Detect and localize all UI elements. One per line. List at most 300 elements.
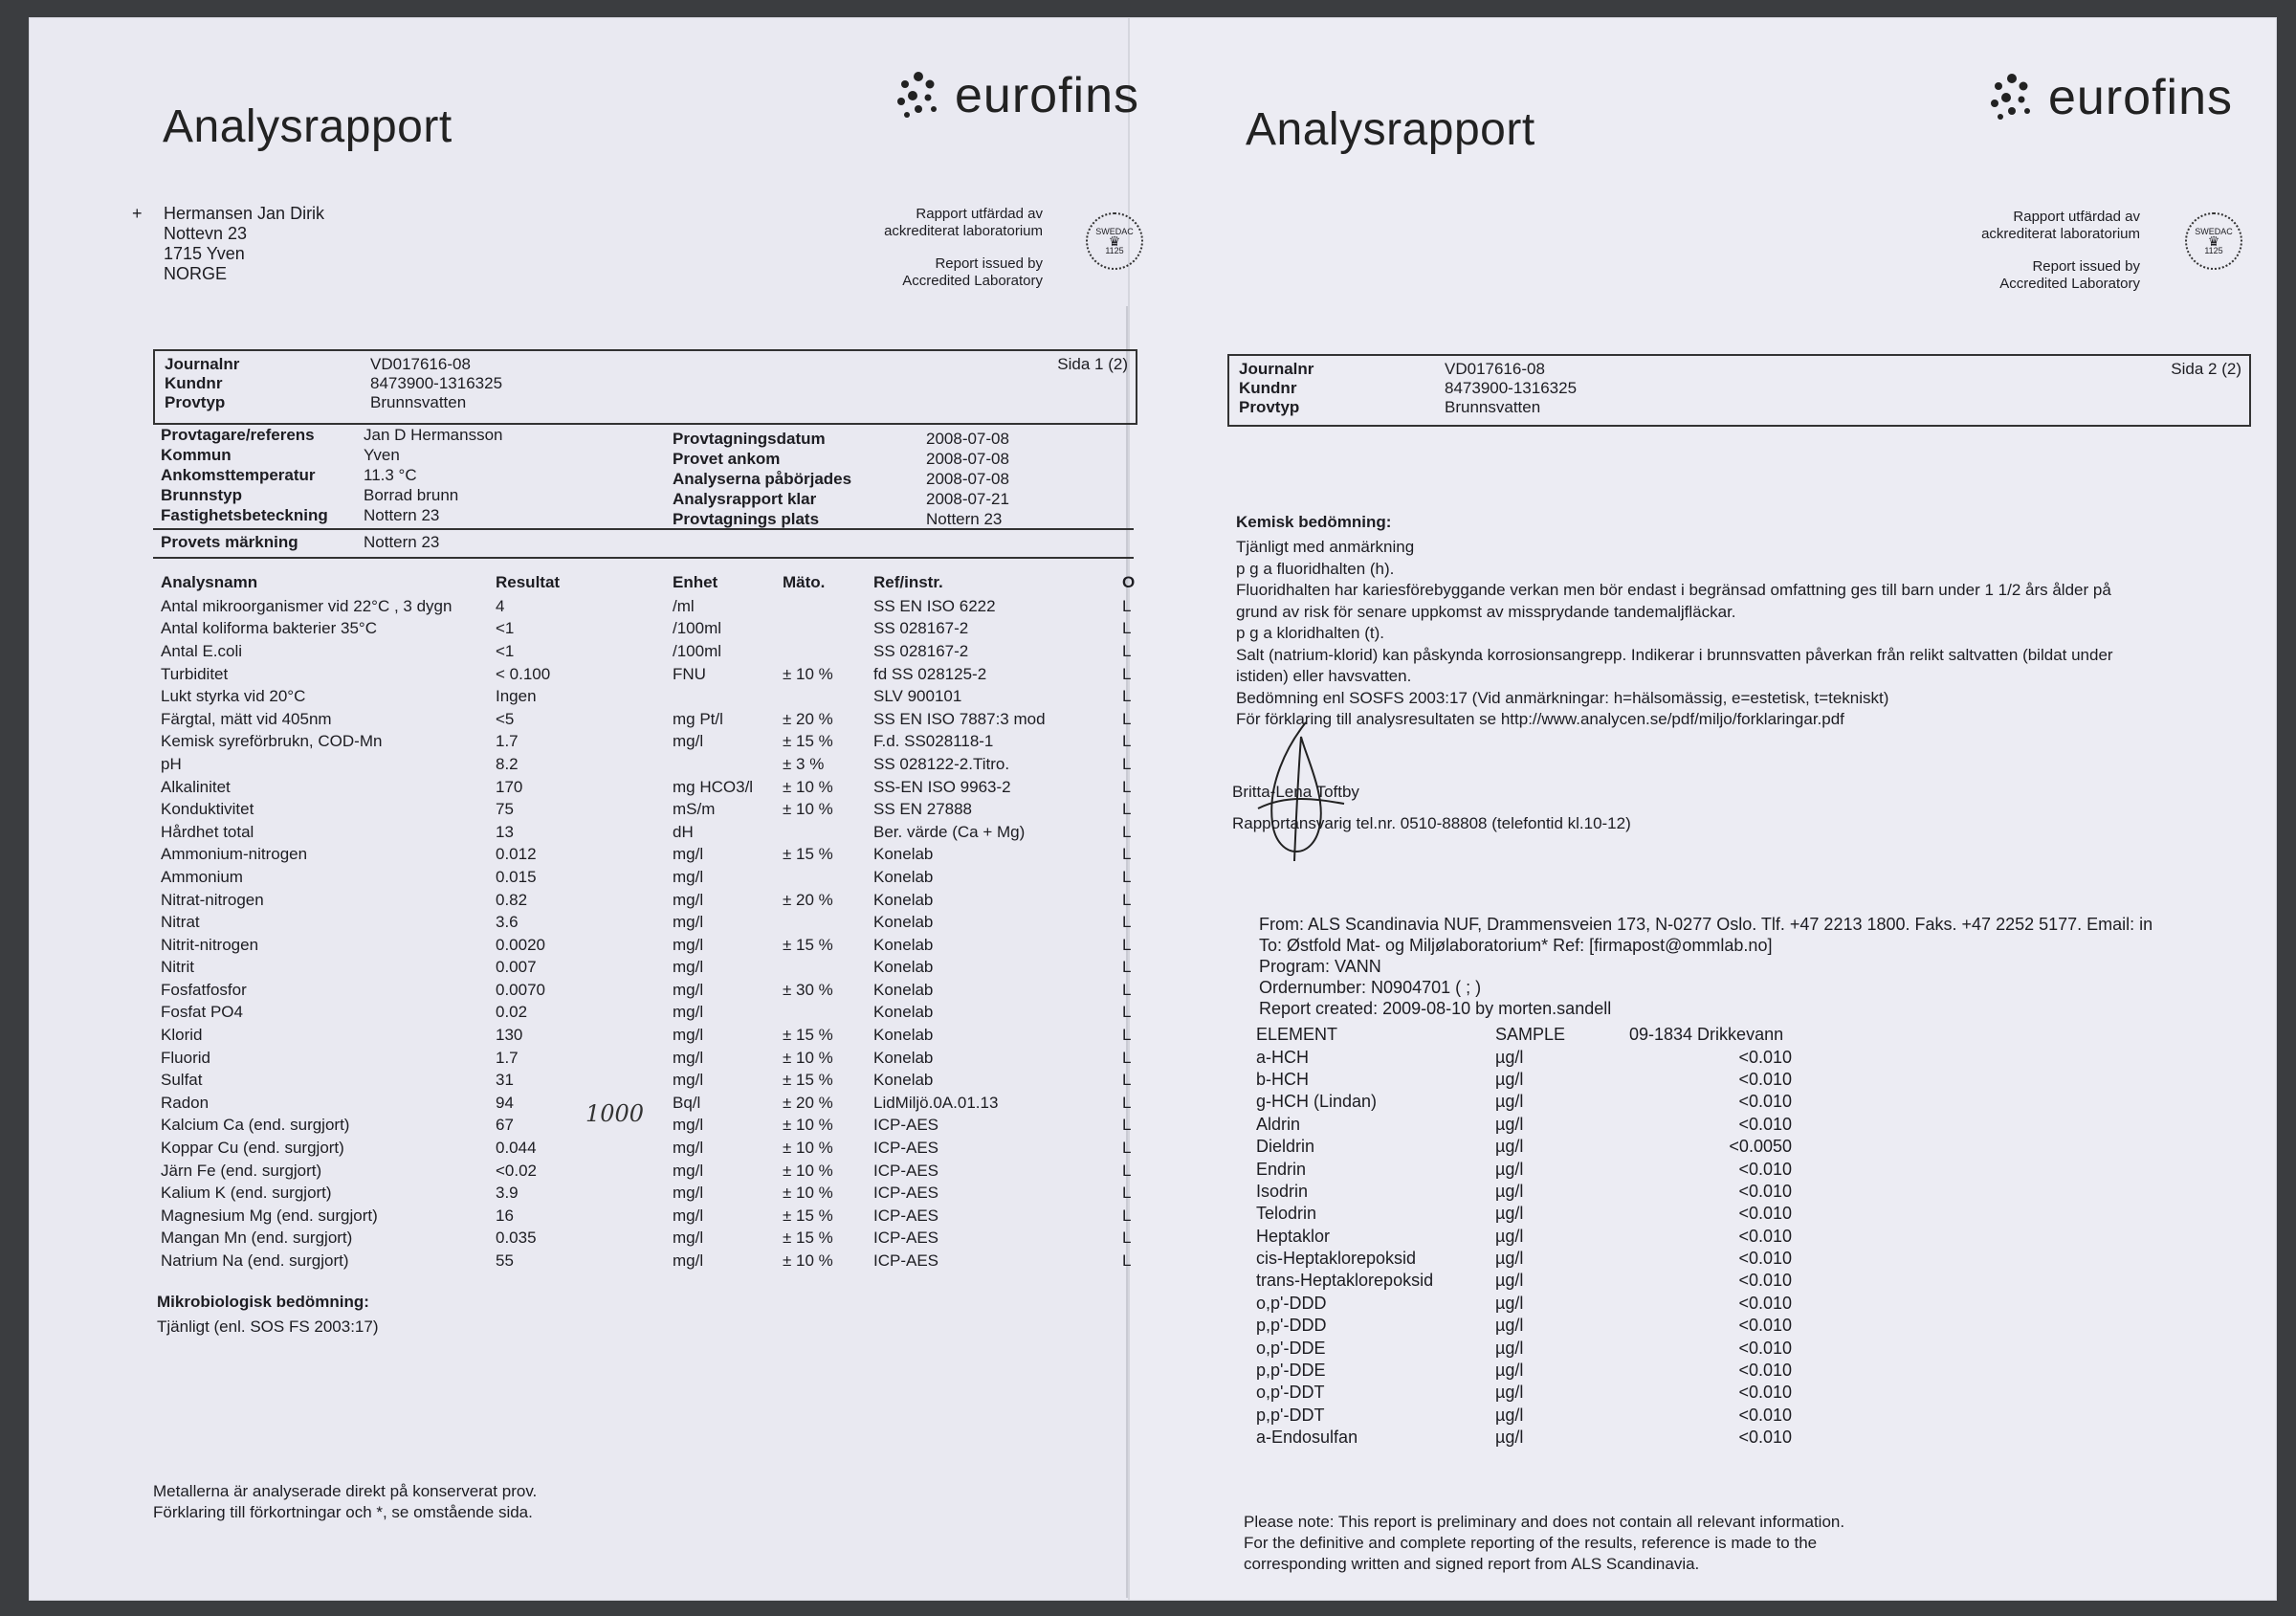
unit: µg/l [1495, 1249, 1524, 1269]
result-value: <0.02 [496, 1161, 538, 1180]
note-line: For the definitive and complete reporting of the results, reference is made to the [1244, 1534, 1818, 1552]
sample-value: Nottern 23 [364, 506, 440, 524]
table-row [1256, 1293, 1792, 1315]
uncertainty [783, 821, 873, 844]
sample-value: <0.010 [1738, 1361, 1792, 1381]
accreditation-flag: L [1122, 845, 1132, 864]
sample-value: <0.010 [1738, 1293, 1792, 1313]
uncertainty: ± 10 % [783, 664, 833, 683]
analysis-name: Färgtal, mätt vid 405nm [161, 709, 332, 728]
method: Konelab [873, 980, 934, 999]
table-row [161, 798, 1137, 821]
unit: µg/l [1495, 1361, 1524, 1381]
unit: mg/l [673, 1251, 704, 1271]
result-value: 0.035 [496, 1229, 537, 1248]
method: ICP-AES [873, 1184, 939, 1203]
element-name: p,p'-DDE [1256, 1361, 1326, 1381]
accreditation-flag: L [1122, 890, 1132, 909]
header-label: Journalnr [165, 355, 240, 373]
eurofins-logo [892, 67, 1139, 124]
result-value: 0.012 [496, 845, 537, 864]
accreditation-flag: L [1122, 732, 1132, 751]
table-row [1256, 1114, 1792, 1136]
unit: mg/l [673, 1161, 704, 1180]
method: SS 028167-2 [873, 619, 969, 638]
analysis-name: Fosfatfosfor [161, 980, 247, 999]
accreditation-flag: L [1122, 1206, 1132, 1225]
unit: mg/l [673, 980, 704, 999]
kemisk-line: p g a fluoridhalten (h). [1236, 559, 1395, 578]
sample-value: <0.010 [1738, 1226, 1792, 1246]
uncertainty: ± 15 % [783, 845, 833, 864]
element-name: cis-Heptaklorepoksid [1256, 1249, 1417, 1269]
table-row [161, 1047, 1137, 1070]
table-row [1256, 1158, 1792, 1180]
uncertainty: ± 10 % [783, 1139, 833, 1158]
als-line: Ordernumber: N0904701 ( ; ) [1259, 978, 1482, 997]
element-name: b-HCH [1256, 1069, 1310, 1089]
uncertainty [783, 866, 873, 889]
uncertainty: ± 10 % [783, 777, 833, 796]
method: ICP-AES [873, 1206, 939, 1225]
table-row [161, 1115, 1137, 1138]
method: Konelab [873, 935, 934, 954]
unit: mg Pt/l [673, 709, 723, 728]
sample-label: Analyserna påbörjades [673, 470, 852, 488]
table-row [1256, 1248, 1792, 1270]
sample-label: Fastighetsbeteckning [161, 506, 328, 524]
uncertainty: ± 10 % [783, 1116, 833, 1135]
analysis-name: Antal mikroorganismer vid 22°C , 3 dygn [161, 596, 453, 615]
kemisk-line: Bedömning enl SOSFS 2003:17 (Vid anmärkningar: h=hälsomässig, e=estetisk, t=tekniskt) [1236, 688, 1889, 707]
unit: µg/l [1495, 1338, 1524, 1358]
seal-text: 1125 [2204, 246, 2223, 255]
unit: mg/l [673, 732, 704, 751]
unit: mg/l [673, 845, 704, 864]
unit: µg/l [1495, 1271, 1524, 1291]
customer-address [164, 204, 324, 284]
uncertainty: ± 15 % [783, 1229, 833, 1248]
signature-role: Rapportansvarig tel.nr. 0510-88808 (telefontid kl.10-12) [1232, 814, 1631, 832]
table-row [1256, 1337, 1792, 1359]
result-value: 67 [496, 1116, 514, 1135]
uncertainty: ± 10 % [783, 1184, 833, 1203]
table-row [161, 685, 1137, 708]
kemisk-text [1236, 537, 2113, 731]
accreditation-flag: L [1122, 777, 1132, 796]
sample-value: Nottern 23 [926, 510, 1003, 528]
element-name: p,p'-DDD [1256, 1316, 1327, 1336]
als-col-header: SAMPLE [1495, 1025, 1566, 1045]
sample-label: Provtagnings plats [673, 510, 820, 528]
address-line: Hermansen Jan Dirik [164, 204, 325, 223]
sample-value: 11.3 °C [364, 466, 417, 484]
als-results-table [1256, 1024, 1792, 1449]
element-name: Dieldrin [1256, 1137, 1315, 1157]
analysis-name: Kemisk syreförbrukn, COD-Mn [161, 732, 383, 751]
uncertainty [783, 685, 873, 708]
header-row [1239, 379, 1577, 398]
unit: mg/l [673, 1026, 704, 1045]
element-name: Telodrin [1256, 1204, 1317, 1224]
method: Konelab [873, 845, 934, 864]
analysis-name: Hårdhet total [161, 822, 254, 841]
sample-label: Ankomsttemperatur [161, 466, 316, 484]
uncertainty: ± 15 % [783, 1206, 833, 1225]
method: LidMiljö.0A.01.13 [873, 1093, 999, 1112]
sample-value: <0.010 [1738, 1316, 1792, 1336]
accreditation-line: Rapport utfärdad av [916, 206, 1043, 222]
table-row [1256, 1069, 1792, 1091]
sample-label: Provets märkning [161, 533, 298, 551]
address-line: NORGE [164, 264, 228, 283]
table-row [1256, 1136, 1792, 1158]
unit: µg/l [1495, 1092, 1524, 1112]
result-value: < 0.100 [496, 664, 551, 683]
analysis-name: Klorid [161, 1026, 203, 1045]
unit: /100ml [673, 641, 722, 660]
seal-text: 1125 [1105, 246, 1124, 255]
result-value: 75 [496, 800, 514, 819]
unit: Bq/l [673, 1093, 701, 1112]
analysis-name: Mangan Mn (end. surgjort) [161, 1229, 353, 1248]
sample-value: <0.010 [1738, 1338, 1792, 1358]
element-name: Isodrin [1256, 1181, 1309, 1201]
sample-value: 2008-07-21 [926, 490, 1009, 508]
unit: µg/l [1495, 1047, 1524, 1067]
page-number: Sida 2 (2) [2171, 360, 2241, 378]
accreditation-flag: L [1122, 709, 1132, 728]
als-header [1259, 914, 2152, 1019]
header-label: Kundnr [1239, 379, 1297, 397]
result-value: 0.0070 [496, 980, 545, 999]
sample-value: <0.010 [1738, 1114, 1792, 1134]
unit: mg/l [673, 890, 704, 909]
unit [673, 753, 783, 776]
accreditation-flag: L [1122, 1161, 1132, 1180]
accreditation-flag: L [1122, 1026, 1132, 1045]
kemisk-line: Tjänligt med anmärkning [1236, 538, 1415, 556]
header-box [153, 349, 1137, 425]
result-value: 170 [496, 777, 523, 796]
seal-text: SWEDAC [1095, 227, 1134, 236]
analysis-name: Sulfat [161, 1071, 203, 1090]
table-row [1256, 1046, 1792, 1068]
als-col-header: ELEMENT [1256, 1025, 1338, 1045]
result-value: 0.015 [496, 867, 537, 886]
sample-value: <0.010 [1738, 1047, 1792, 1067]
accreditation-flag: L [1122, 664, 1132, 683]
accreditation-flag: L [1122, 980, 1132, 999]
divider [153, 528, 1134, 530]
analysis-name: Lukt styrka vid 20°C [161, 687, 306, 706]
accreditation-flag: L [1122, 619, 1132, 638]
accreditation-flag: L [1122, 1048, 1132, 1067]
sample-value: <0.010 [1738, 1181, 1792, 1201]
footer-note [153, 1481, 537, 1523]
sample-value: <0.010 [1738, 1249, 1792, 1269]
uncertainty: ± 10 % [783, 1251, 833, 1271]
analysis-name: Turbiditet [161, 664, 229, 683]
col-header: Enhet [673, 573, 718, 591]
uncertainty: ± 15 % [783, 1071, 833, 1090]
element-name: o,p'-DDE [1256, 1338, 1326, 1358]
analysis-name: Konduktivitet [161, 800, 254, 819]
header-label: Journalnr [1239, 360, 1314, 378]
unit: mg/l [673, 958, 704, 977]
table-row [161, 1228, 1137, 1251]
analysis-name: Ammonium-nitrogen [161, 845, 308, 864]
uncertainty: ± 30 % [783, 980, 833, 999]
als-header-row [1256, 1024, 1792, 1046]
unit: µg/l [1495, 1181, 1524, 1201]
element-name: p,p'-DDT [1256, 1405, 1325, 1425]
sample-value: <0.010 [1738, 1428, 1792, 1448]
address-marker: + [132, 204, 143, 223]
unit: mg/l [673, 1184, 704, 1203]
header-box [1227, 354, 2251, 427]
footer-line: Metallerna är analyserade direkt på konserverat prov. [153, 1482, 538, 1500]
accreditation-flag: L [1122, 1229, 1132, 1248]
kemisk-line: För förklaring till analysresultaten se http://www.analycen.se/pdf/miljo/forklaringar.pdf [1236, 710, 1844, 728]
result-value: 0.82 [496, 890, 528, 909]
result-value: 0.007 [496, 958, 537, 977]
method: ICP-AES [873, 1229, 939, 1248]
method: Konelab [873, 867, 934, 886]
accreditation-flag: L [1122, 754, 1132, 773]
unit: mg/l [673, 1229, 704, 1248]
accreditation-text [1937, 209, 2140, 293]
element-name: trans-Heptaklorepoksid [1256, 1271, 1434, 1291]
header-value: VD017616-08 [1445, 360, 1545, 378]
table-row [161, 708, 1137, 731]
als-line: Report created: 2009-08-10 by morten.sandell [1259, 999, 1612, 1018]
results-header-row [161, 570, 1137, 595]
kemisk-heading: Kemisk bedömning: [1236, 513, 1392, 531]
table-row [1256, 1427, 1792, 1449]
unit: mg/l [673, 1048, 704, 1067]
accreditation-line: Rapport utfärdad av [2013, 209, 2140, 225]
method: Konelab [873, 1026, 934, 1045]
kemisk-line: Salt (natrium-klorid) kan påskynda korrosionsangrepp. Indikerar i brunnsvatten påverkan från relikt saltvatten (bildat under [1236, 645, 2113, 664]
results-table [161, 570, 1137, 1273]
logo-text: eurofins [2048, 70, 2233, 125]
sample-value: <0.010 [1738, 1383, 1792, 1403]
analysis-name: Fluorid [161, 1048, 210, 1067]
table-row [161, 640, 1137, 663]
sample-info-left [161, 425, 503, 525]
method: SS 028122-2.Titro. [873, 754, 1010, 773]
result-value: 8.2 [496, 754, 519, 773]
method: Konelab [873, 913, 934, 932]
address-line: 1715 Yven [164, 244, 245, 263]
table-row [161, 1182, 1137, 1205]
handwritten-note: 1000 [585, 1100, 645, 1127]
result-value: <1 [496, 619, 515, 638]
accreditation-line: Report issued by [935, 255, 1043, 272]
col-header: Mäto. [783, 573, 826, 591]
analysis-name: Nitrat [161, 913, 200, 932]
table-row [161, 957, 1137, 980]
uncertainty: ± 20 % [783, 1093, 833, 1112]
sample-value: <0.010 [1738, 1271, 1792, 1291]
uncertainty [783, 1002, 873, 1025]
analysis-name: Radon [161, 1093, 210, 1112]
analysis-name: Nitrit-nitrogen [161, 935, 259, 954]
unit: mg HCO3/l [673, 777, 754, 796]
table-row [1256, 1226, 1792, 1248]
method: Ber. värde (Ca + Mg) [873, 822, 1026, 841]
method: SS EN 27888 [873, 800, 973, 819]
uncertainty: ± 10 % [783, 800, 833, 819]
accreditation-line: ackrediterat laboratorium [884, 223, 1043, 239]
uncertainty [783, 911, 873, 934]
analysis-name: Nitrat-nitrogen [161, 890, 264, 909]
table-row [161, 844, 1137, 867]
method: Konelab [873, 890, 934, 909]
method: Konelab [873, 1071, 934, 1090]
analysis-name: pH [161, 754, 182, 773]
method: SS 028167-2 [873, 641, 969, 660]
uncertainty [783, 957, 873, 980]
sample-label: Provet ankom [673, 450, 781, 468]
method: Konelab [873, 1003, 934, 1022]
analysis-name: Kalium K (end. surgjort) [161, 1184, 332, 1203]
unit: µg/l [1495, 1405, 1524, 1425]
uncertainty [783, 595, 873, 618]
sample-value: <0.010 [1738, 1204, 1792, 1224]
uncertainty [783, 640, 873, 663]
table-row [1256, 1315, 1792, 1337]
table-row [161, 1250, 1137, 1273]
swedac-seal: SWEDAC ♛ 1125 [2185, 212, 2242, 270]
table-row [1256, 1382, 1792, 1404]
result-value: 3.6 [496, 913, 519, 932]
logo-text: eurofins [955, 68, 1139, 123]
accreditation-flag: L [1122, 596, 1132, 615]
analysis-name: Kalcium Ca (end. surgjort) [161, 1116, 350, 1135]
header-row [1239, 398, 1577, 417]
table-row [1256, 1405, 1792, 1427]
table-row [1256, 1203, 1792, 1225]
note-line: Please note: This report is preliminary and does not contain all relevant information. [1244, 1513, 1845, 1531]
eurofins-logo-icon [1985, 71, 2039, 124]
element-name: a-Endosulfan [1256, 1428, 1358, 1448]
table-row [161, 753, 1137, 776]
method: SS-EN ISO 9963-2 [873, 777, 1011, 796]
unit: FNU [673, 664, 706, 683]
micro-heading: Mikrobiologisk bedömning: [157, 1293, 369, 1311]
eurofins-logo [1985, 69, 2233, 126]
analysis-name: Natrium Na (end. surgjort) [161, 1251, 349, 1271]
accreditation-line: Accredited Laboratory [902, 273, 1043, 289]
result-value: 94 [496, 1093, 514, 1112]
table-row [161, 1092, 1137, 1115]
unit: mg/l [673, 867, 704, 886]
table-row [161, 731, 1137, 754]
analysis-name: Ammonium [161, 867, 243, 886]
analysis-name: Järn Fe (end. surgjort) [161, 1161, 322, 1180]
accreditation-flag: L [1122, 641, 1132, 660]
accreditation-line: Report issued by [2032, 258, 2140, 275]
als-line: From: ALS Scandinavia NUF, Drammensveien 173, N-0277 Oslo. Tlf. +47 2213 1800. Faks. +47 2252 5177. Email: in [1259, 915, 2153, 934]
header-row [1239, 360, 1577, 379]
method: ICP-AES [873, 1251, 939, 1271]
table-row [161, 1024, 1137, 1047]
kemisk-line: istiden) eller havsvatten. [1236, 667, 1412, 685]
seal-text: SWEDAC [2195, 227, 2233, 236]
sample-value: <0.010 [1738, 1159, 1792, 1179]
accreditation-flag: L [1122, 1184, 1132, 1203]
table-row [1256, 1181, 1792, 1203]
page-number: Sida 1 (2) [1057, 355, 1128, 373]
unit: mg/l [673, 1003, 704, 1022]
col-header: O [1122, 573, 1136, 591]
table-row [1256, 1270, 1792, 1292]
table-row [161, 1002, 1137, 1025]
unit: mg/l [673, 913, 704, 932]
element-name: g-HCH (Lindan) [1256, 1092, 1378, 1112]
report-title: Analysrapport [163, 101, 453, 152]
header-value: 8473900-1316325 [1445, 379, 1578, 397]
signature-name: Britta-Lena Toftby [1232, 783, 1359, 801]
accreditation-flag: L [1122, 687, 1132, 706]
method: SS EN ISO 7887:3 mod [873, 709, 1046, 728]
result-value: 13 [496, 822, 514, 841]
table-row [161, 889, 1137, 912]
header-label: Provtyp [1239, 398, 1300, 416]
header-row [165, 355, 502, 374]
sample-label: Kommun [161, 446, 232, 464]
footer-line: Förklaring till förkortningar och *, se omstående sida. [153, 1503, 533, 1521]
unit: mg/l [673, 1139, 704, 1158]
result-value: 3.9 [496, 1184, 519, 1203]
unit: mg/l [673, 935, 704, 954]
result-value: 1.7 [496, 732, 519, 751]
preliminary-note [1244, 1512, 1844, 1575]
analysis-name: Koppar Cu (end. surgjort) [161, 1139, 344, 1158]
sample-label: Brunnstyp [161, 486, 242, 504]
table-row [161, 618, 1137, 641]
result-value: <5 [496, 709, 515, 728]
uncertainty: ± 20 % [783, 890, 833, 909]
uncertainty: ± 15 % [783, 732, 833, 751]
sample-value: 2008-07-08 [926, 430, 1009, 448]
result-value: 55 [496, 1251, 514, 1271]
sample-value: Yven [364, 446, 400, 464]
accreditation-flag: L [1122, 1116, 1132, 1135]
accreditation-flag: L [1122, 1139, 1132, 1158]
accreditation-flag: L [1122, 822, 1132, 841]
accreditation-line: ackrediterat laboratorium [1981, 226, 2140, 242]
header-value: Brunnsvatten [370, 393, 467, 411]
sample-value: Jan D Hermansson [364, 426, 503, 444]
unit: µg/l [1495, 1226, 1524, 1246]
element-name: Aldrin [1256, 1114, 1301, 1134]
result-value: 4 [496, 596, 505, 615]
address-line: Nottevn 23 [164, 224, 248, 243]
analysis-name: Antal koliforma bakterier 35°C [161, 619, 378, 638]
header-value: 8473900-1316325 [370, 374, 503, 392]
table-row [161, 911, 1137, 934]
unit: µg/l [1495, 1428, 1524, 1448]
element-name: o,p'-DDT [1256, 1383, 1325, 1403]
table-row [161, 934, 1137, 957]
header-value: VD017616-08 [370, 355, 471, 373]
method: ICP-AES [873, 1116, 939, 1135]
unit: µg/l [1495, 1114, 1524, 1134]
result-value: 0.0020 [496, 935, 545, 954]
